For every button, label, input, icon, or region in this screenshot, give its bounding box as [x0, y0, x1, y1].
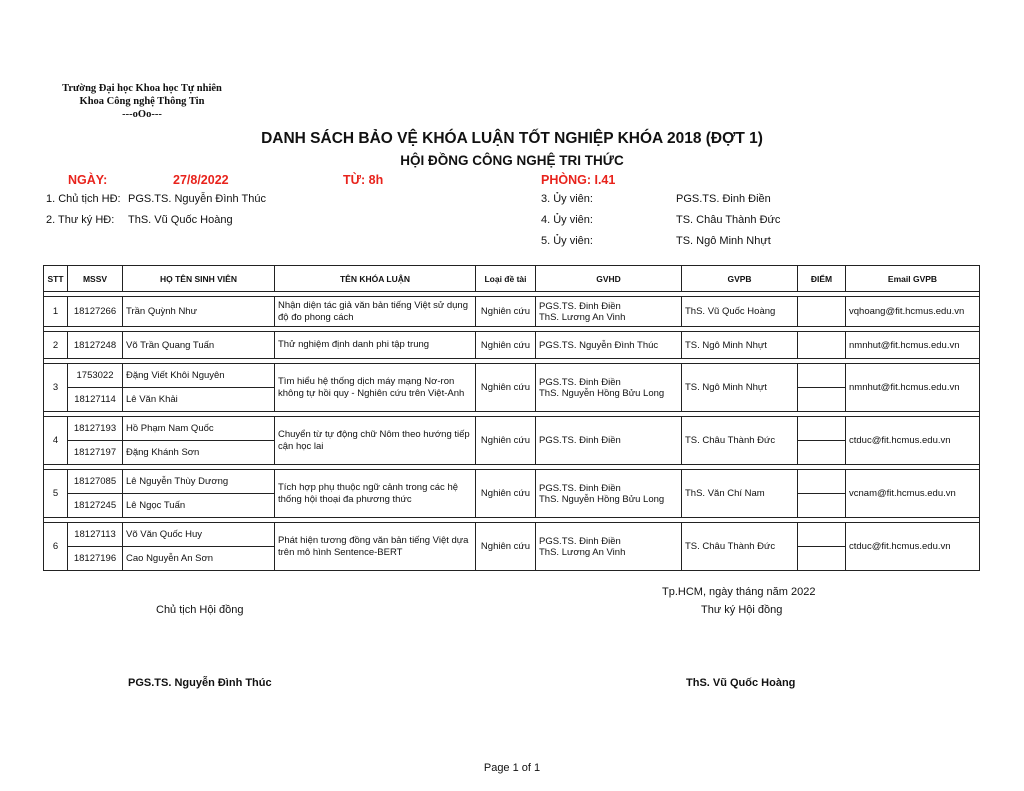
chair-label: 1. Chủ tịch HĐ: [46, 193, 121, 205]
council-name: HỘI ĐỒNG CÔNG NGHỆ TRI THỨC [400, 153, 624, 168]
member3-name: PGS.TS. Đinh Điền [676, 193, 771, 205]
header-ornament: ---oOo--- [122, 109, 162, 120]
student-name-cell: Võ Trần Quang Tuấn [123, 332, 275, 359]
secretary-signature-name: ThS. Vũ Quốc Hoàng [686, 677, 796, 689]
table-row [44, 523, 980, 547]
advisor-cell [536, 523, 682, 571]
stt-cell: 5 [44, 470, 68, 518]
col-reviewer-email: Email GVPB [846, 266, 980, 292]
reviewer-cell: ThS. Văn Chí Nam [682, 470, 798, 518]
student-name-cell: Trần Quỳnh Như [123, 297, 275, 327]
room: PHÒNG: I.41 [541, 173, 616, 187]
student-name-cell: Võ Văn Quốc Huy [123, 523, 275, 547]
score-cell[interactable] [798, 297, 846, 327]
reviewer-cell: ThS. Vũ Quốc Hoàng [682, 297, 798, 327]
reviewer-email-cell: ctduc@fit.hcmus.edu.vn [846, 417, 980, 465]
mssv-cell: 18127193 [68, 417, 123, 441]
secretary-label: 2. Thư ký HĐ: [46, 214, 115, 226]
student-name-cell: Đặng Viết Khôi Nguyên [123, 364, 275, 388]
advisor-name: PGS.TS. Đinh Điền [539, 482, 621, 494]
reviewer-cell: TS. Ngô Minh Nhựt [682, 364, 798, 412]
chair-name: PGS.TS. Nguyễn Đình Thúc [128, 193, 266, 205]
score-cell[interactable] [798, 441, 846, 465]
advisor-name: ThS. Lương An Vinh [539, 546, 626, 558]
thesis-type-cell: Nghiên cứu [476, 332, 536, 359]
reviewer-cell: TS. Châu Thành Đức [682, 523, 798, 571]
score-cell[interactable] [798, 470, 846, 494]
advisor-name: ThS. Nguyễn Hồng Bửu Long [539, 387, 665, 399]
stt-cell: 6 [44, 523, 68, 571]
student-name-cell: Lê Nguyễn Thùy Dương [123, 470, 275, 494]
thesis-title-cell: Tích hợp phụ thuộc ngữ cảnh trong các hệ thống hội thoại đa phương thức [275, 470, 476, 518]
col-stt: STT [44, 266, 68, 292]
thesis-title-cell: Nhận diện tác giả văn bản tiếng Việt sử dụng độ đo phong cách [275, 297, 476, 327]
student-name-cell: Hồ Phạm Nam Quốc [123, 417, 275, 441]
thesis-title-cell: Thử nghiệm định danh phi tập trung [275, 332, 476, 359]
thesis-title-cell: Chuyển từ tự động chữ Nôm theo hướng tiếp cận học lai [275, 417, 476, 465]
advisor-cell [536, 470, 682, 518]
secretary-title: Thư ký Hội đồng [701, 604, 783, 616]
faculty-name: Khoa Công nghệ Thông Tin [79, 96, 205, 107]
mssv-cell: 18127113 [68, 523, 123, 547]
chair-signature-name: PGS.TS. Nguyễn Đình Thúc [128, 677, 272, 689]
mssv-cell: 18127245 [68, 494, 123, 518]
mssv-cell: 18127085 [68, 470, 123, 494]
table-header-row [44, 266, 980, 292]
table-row [44, 297, 980, 327]
chair-title: Chủ tịch Hội đồng [156, 604, 244, 616]
advisor-name: PGS.TS. Đinh Điền [539, 376, 621, 388]
thesis-type-cell: Nghiên cứu [476, 417, 536, 465]
advisor-name: ThS. Nguyễn Hồng Bửu Long [539, 493, 665, 505]
place-and-date: Tp.HCM, ngày tháng năm 2022 [662, 586, 816, 598]
table-row [44, 332, 980, 359]
advisor-cell [536, 297, 682, 327]
table-row [44, 364, 980, 388]
member3-label: 3. Ủy viên: [541, 193, 593, 205]
table-row [44, 470, 980, 494]
member5-name: TS. Ngô Minh Nhựt [676, 235, 771, 247]
stt-cell: 1 [44, 297, 68, 327]
col-student-name: HỌ TÊN SINH VIÊN [123, 266, 275, 292]
stt-cell: 3 [44, 364, 68, 412]
reviewer-email-cell: nmnhut@fit.hcmus.edu.vn [846, 364, 980, 412]
advisor-name: ThS. Lương An Vinh [539, 311, 626, 323]
col-advisor: GVHD [536, 266, 682, 292]
page-number: Page 1 of 1 [483, 762, 541, 774]
table-row [44, 417, 980, 441]
defense-schedule-table [43, 265, 980, 571]
start-time: TỪ: 8h [343, 173, 384, 187]
score-cell[interactable] [798, 332, 846, 359]
score-cell[interactable] [798, 417, 846, 441]
advisor-name: PGS.TS. Nguyễn Đình Thúc [539, 339, 659, 351]
col-score: ĐIỂM [798, 266, 846, 292]
thesis-type-cell: Nghiên cứu [476, 523, 536, 571]
thesis-type-cell: Nghiên cứu [476, 364, 536, 412]
col-thesis-title: TÊN KHÓA LUẬN [275, 266, 476, 292]
mssv-cell: 18127266 [68, 297, 123, 327]
university-name: Trường Đại học Khoa học Tự nhiên [62, 83, 222, 94]
student-name-cell: Đặng Khánh Sơn [123, 441, 275, 465]
thesis-title-cell: Tìm hiểu hệ thống dịch máy mạng Nơ-ron không tự hồi quy - Nghiên cứu trên Việt-Anh [275, 364, 476, 412]
reviewer-email-cell: nmnhut@fit.hcmus.edu.vn [846, 332, 980, 359]
advisor-cell [536, 364, 682, 412]
secretary-name: ThS. Vũ Quốc Hoàng [128, 214, 233, 226]
reviewer-cell: TS. Ngô Minh Nhựt [682, 332, 798, 359]
thesis-type-cell: Nghiên cứu [476, 297, 536, 327]
reviewer-email-cell: vcnam@fit.hcmus.edu.vn [846, 470, 980, 518]
member4-label: 4. Ủy viên: [541, 214, 593, 226]
score-cell[interactable] [798, 547, 846, 571]
mssv-cell: 18127114 [68, 388, 123, 412]
advisor-name: PGS.TS. Đinh Điền [539, 535, 621, 547]
score-cell[interactable] [798, 388, 846, 412]
score-cell[interactable] [798, 523, 846, 547]
stt-cell: 4 [44, 417, 68, 465]
advisor-name: PGS.TS. Đinh Điền [539, 300, 621, 312]
mssv-cell: 18127248 [68, 332, 123, 359]
advisor-cell [536, 332, 682, 359]
col-thesis-type: Loại đề tài [476, 266, 536, 292]
member4-name: TS. Châu Thành Đức [676, 214, 781, 226]
advisor-cell [536, 417, 682, 465]
reviewer-email-cell: ctduc@fit.hcmus.edu.vn [846, 523, 980, 571]
date-label: NGÀY: [68, 173, 108, 187]
mssv-cell: 1753022 [68, 364, 123, 388]
thesis-title-cell: Phát hiện tương đồng văn bản tiếng Việt dựa trên mô hình Sentence-BERT [275, 523, 476, 571]
student-name-cell: Lê Ngọc Tuấn [123, 494, 275, 518]
mssv-cell: 18127197 [68, 441, 123, 465]
reviewer-email-cell: vqhoang@fit.hcmus.edu.vn [846, 297, 980, 327]
student-name-cell: Cao Nguyễn An Sơn [123, 547, 275, 571]
thesis-type-cell: Nghiên cứu [476, 470, 536, 518]
date-value: 27/8/2022 [173, 173, 229, 187]
mssv-cell: 18127196 [68, 547, 123, 571]
stt-cell: 2 [44, 332, 68, 359]
student-name-cell: Lê Văn Khải [123, 388, 275, 412]
score-cell[interactable] [798, 494, 846, 518]
col-reviewer: GVPB [682, 266, 798, 292]
advisor-name: PGS.TS. Đinh Điền [539, 435, 621, 446]
col-mssv: MSSV [68, 266, 123, 292]
document-title: DANH SÁCH BẢO VỆ KHÓA LUẬN TỐT NGHIỆP KHÓA 2018 (ĐỢT 1) [261, 130, 763, 147]
member5-label: 5. Ủy viên: [541, 235, 593, 247]
reviewer-cell: TS. Châu Thành Đức [682, 417, 798, 465]
score-cell[interactable] [798, 364, 846, 388]
